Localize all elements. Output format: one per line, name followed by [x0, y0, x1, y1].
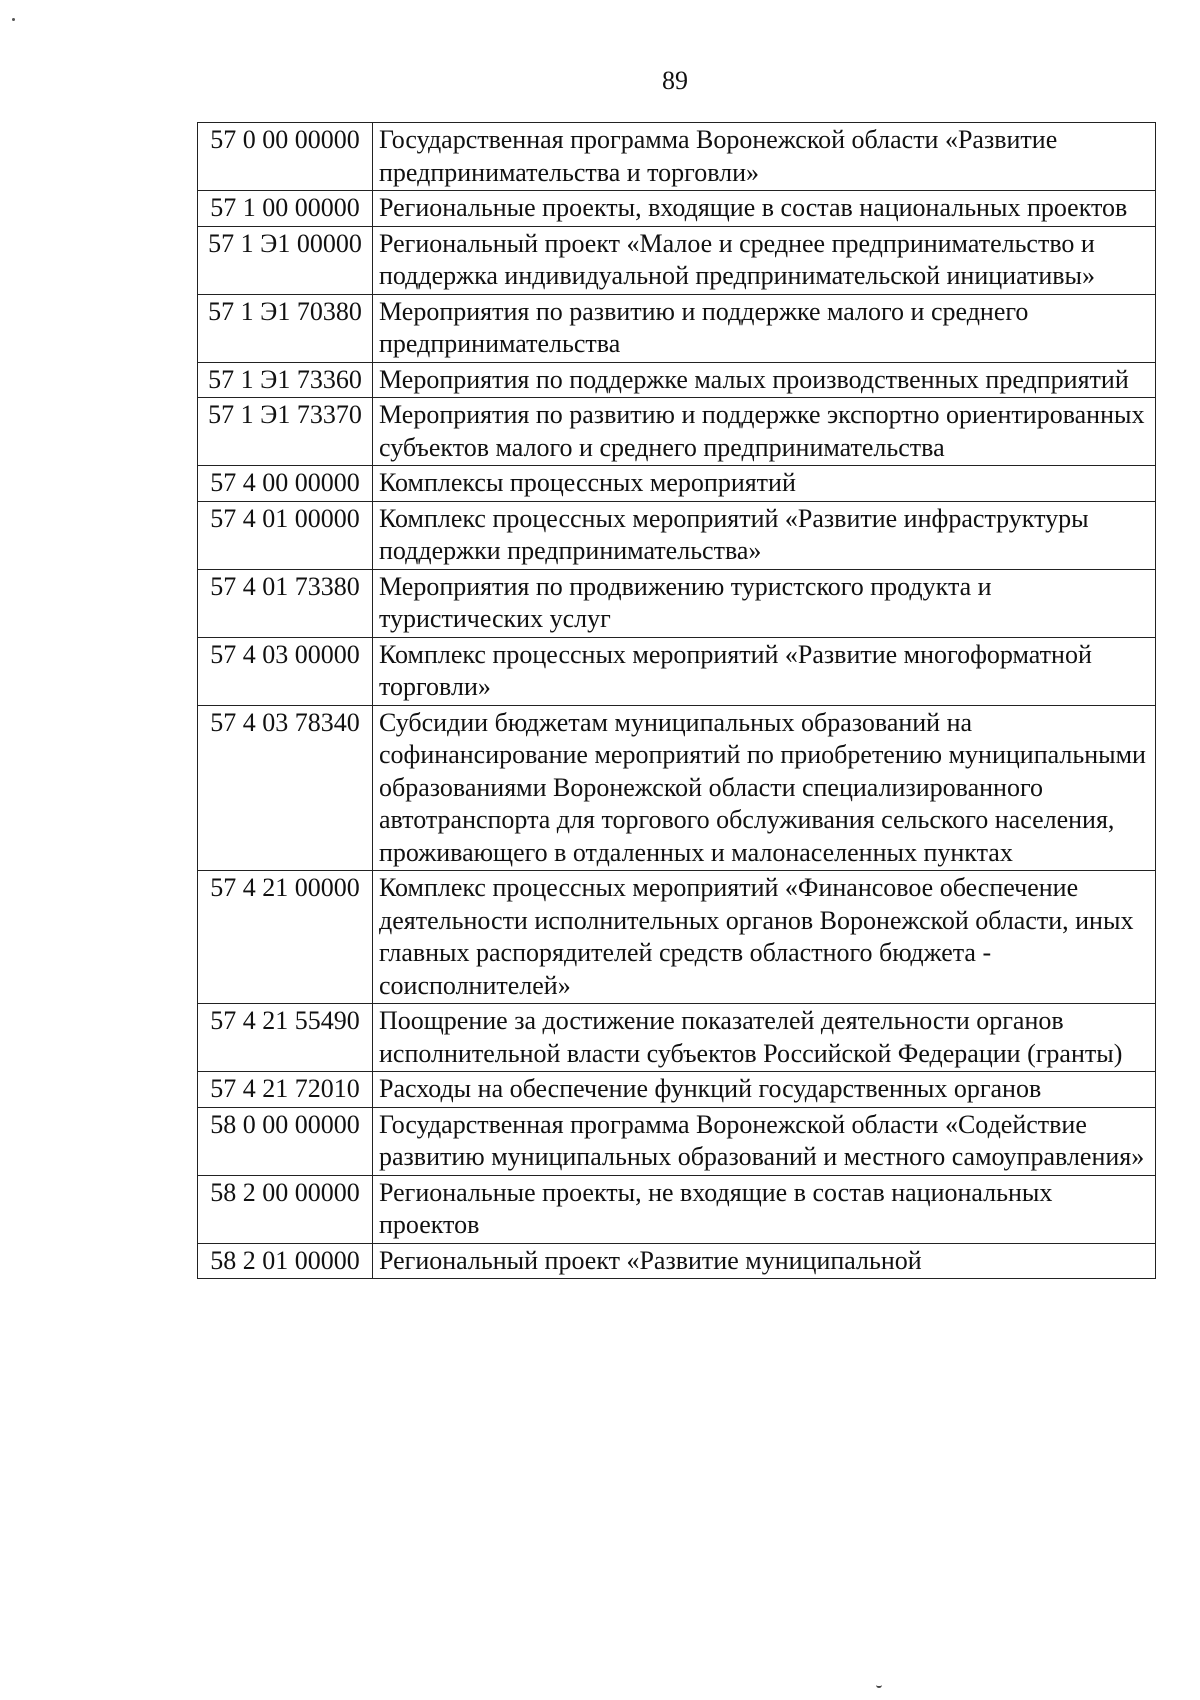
table-row: [198, 871, 1156, 1004]
expenditure-name: Мероприятия по развитию и поддержке экспортно ориентированных субъектов малого и среднего предпринимательства: [373, 398, 1156, 466]
budget-code-table: [197, 122, 1156, 1279]
table-row: [198, 569, 1156, 637]
table-row: [198, 501, 1156, 569]
expenditure-name: Региональные проекты, входящие в состав национальных проектов: [373, 191, 1156, 227]
table-row: [198, 1072, 1156, 1108]
table-row: [198, 362, 1156, 398]
table-row: [198, 1004, 1156, 1072]
expenditure-name: Поощрение за достижение показателей деятельности органов исполнительной власти субъектов Российской Федерации (гранты): [373, 1004, 1156, 1072]
table-row: [198, 705, 1156, 871]
classification-code: 58 0 00 00000: [198, 1107, 373, 1175]
classification-code: 57 4 01 00000: [198, 501, 373, 569]
expenditure-name: Субсидии бюджетам муниципальных образований на софинансирование мероприятий по приобретению муниципальными образованиями Воронежской области специализированного автотранспорта для торгового обслуживания сельского населения, проживающего в отдаленных и малонаселенных пунктах: [373, 705, 1156, 871]
classification-code: 57 4 21 00000: [198, 871, 373, 1004]
expenditure-name: Комплексы процессных мероприятий: [373, 466, 1156, 502]
table-row: [198, 637, 1156, 705]
classification-code: 57 1 00 00000: [198, 191, 373, 227]
classification-code: 57 1 Э1 00000: [198, 226, 373, 294]
table-row: [198, 1243, 1156, 1279]
expenditure-name: Комплекс процессных мероприятий «Развитие многоформатной торговли»: [373, 637, 1156, 705]
classification-code: 57 4 00 00000: [198, 466, 373, 502]
expenditure-name: Региональный проект «Малое и среднее предпринимательство и поддержка индивидуальной предпринимательской инициативы»: [373, 226, 1156, 294]
classification-code: 57 4 21 55490: [198, 1004, 373, 1072]
table-row: [198, 294, 1156, 362]
table-row: [198, 398, 1156, 466]
expenditure-name: Мероприятия по продвижению туристского продукта и туристических услуг: [373, 569, 1156, 637]
classification-code: 58 2 01 00000: [198, 1243, 373, 1279]
classification-code: 57 0 00 00000: [198, 123, 373, 191]
scan-mark: [876, 1682, 882, 1688]
scan-speck: [12, 18, 15, 21]
expenditure-name: Расходы на обеспечение функций государственных органов: [373, 1072, 1156, 1108]
expenditure-name: Государственная программа Воронежской области «Содействие развитию муниципальных образований и местного самоуправления»: [373, 1107, 1156, 1175]
classification-code: 58 2 00 00000: [198, 1175, 373, 1243]
table-row: [198, 191, 1156, 227]
expenditure-name: Региональный проект «Развитие муниципальной: [373, 1243, 1156, 1279]
table-row: [198, 1107, 1156, 1175]
table-row: [198, 1175, 1156, 1243]
expenditure-name: Мероприятия по развитию и поддержке малого и среднего предпринимательства: [373, 294, 1156, 362]
classification-code: 57 4 03 78340: [198, 705, 373, 871]
expenditure-name: Мероприятия по поддержке малых производственных предприятий: [373, 362, 1156, 398]
table-row: [198, 226, 1156, 294]
classification-code: 57 1 Э1 70380: [198, 294, 373, 362]
classification-code: 57 4 01 73380: [198, 569, 373, 637]
code-table-container: [197, 122, 1156, 1279]
classification-code: 57 4 03 00000: [198, 637, 373, 705]
classification-code: 57 1 Э1 73370: [198, 398, 373, 466]
table-body: [198, 123, 1156, 1279]
table-row: [198, 466, 1156, 502]
expenditure-name: Комплекс процессных мероприятий «Развитие инфраструктуры поддержки предпринимательства»: [373, 501, 1156, 569]
classification-code: 57 4 21 72010: [198, 1072, 373, 1108]
expenditure-name: Региональные проекты, не входящие в состав национальных проектов: [373, 1175, 1156, 1243]
expenditure-name: Комплекс процессных мероприятий «Финансовое обеспечение деятельности исполнительных органов Воронежской области, иных главных распорядителей средств областного бюджета - соисполнителей»: [373, 871, 1156, 1004]
table-row: [198, 123, 1156, 191]
expenditure-name: Государственная программа Воронежской области «Развитие предпринимательства и торговли»: [373, 123, 1156, 191]
classification-code: 57 1 Э1 73360: [198, 362, 373, 398]
page-number: 89: [662, 66, 688, 95]
